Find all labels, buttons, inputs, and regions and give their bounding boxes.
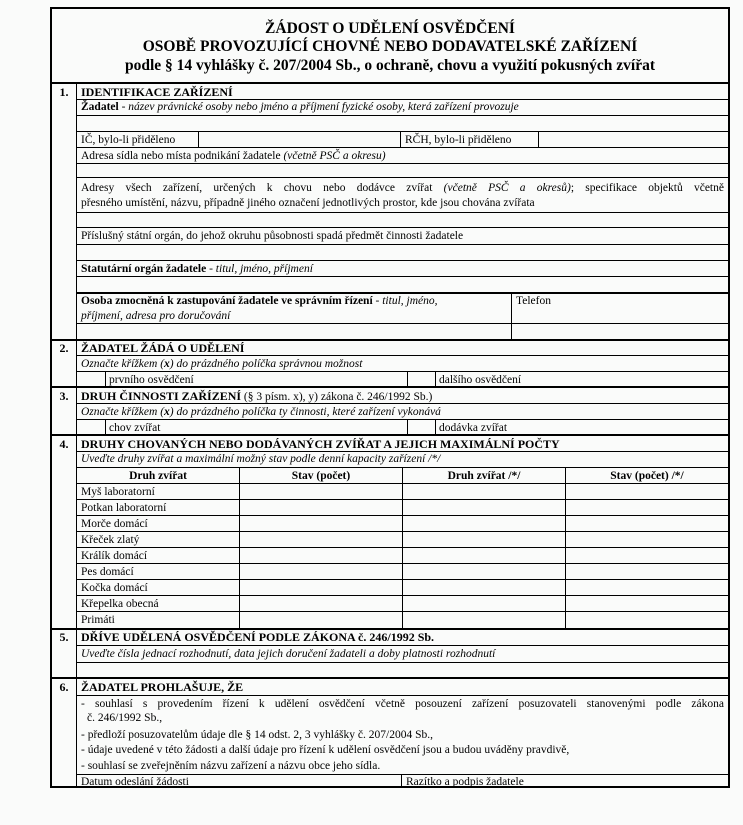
form-title: ŽÁDOST O UDĚLENÍ OSVĚDČENÍ <box>265 20 515 37</box>
application-form <box>50 7 730 788</box>
animal-type-cell: Křeček zlatý <box>81 534 140 546</box>
applicant-field[interactable] <box>76 116 728 131</box>
divider <box>52 386 728 388</box>
ic-field[interactable] <box>199 132 399 147</box>
animal-type-cell: Křepelka obecná <box>81 598 159 610</box>
section-6-number: 6. <box>59 680 69 694</box>
stamp-label: Razítko a podpis žadatele <box>406 776 524 788</box>
divider <box>76 177 728 178</box>
animal-table-input-cell[interactable] <box>403 564 565 579</box>
s2-instr-a: Označte křížkem ( <box>81 358 165 370</box>
divider <box>76 227 728 228</box>
section-4-number: 4. <box>59 437 69 451</box>
col-count: Stav (počet) <box>291 470 351 482</box>
col-animal-type-extra: Druh zvířat /*/ <box>447 470 521 482</box>
facilities-field[interactable] <box>76 213 728 227</box>
animal-table-input-cell[interactable] <box>403 484 565 499</box>
divider <box>76 371 728 372</box>
animal-table-input-cell[interactable] <box>403 548 565 563</box>
animal-table-input-cell[interactable] <box>566 580 728 595</box>
s2-instr-x: x <box>164 358 170 370</box>
animal-table-input-cell[interactable] <box>240 580 402 595</box>
address-hint: (včetně PSČ a okresu) <box>283 150 386 162</box>
divider <box>76 355 728 356</box>
divider <box>76 695 728 696</box>
declaration-1: - souhlasí s provedením řízení k udělení osvědčení včetně posouzení zařízení posuzovateli stanovenými podle zákona <box>81 698 724 710</box>
facilities-text-a: Adresy všech zařízení, určených k chovu nebo dodávce zvířat <box>81 182 444 194</box>
phone-label: Telefon <box>516 295 551 307</box>
divider <box>76 147 728 148</box>
section-5-title: DŘÍVE UDĚLENÁ OSVĚDČENÍ PODLE ZÁKONA č. 246/1992 Sb. <box>81 630 435 644</box>
animal-table-input-cell[interactable] <box>403 532 565 547</box>
animal-table-input-cell[interactable] <box>240 532 402 547</box>
breeding-label: chov zvířat <box>109 422 161 434</box>
s3-instr-a: Označte křížkem ( <box>81 406 165 418</box>
animal-table-input-cell[interactable] <box>566 564 728 579</box>
divider <box>76 403 728 404</box>
animal-table-input-cell[interactable] <box>240 484 402 499</box>
supply-label: dodávka zvířat <box>439 422 508 434</box>
animal-type-cell: Primáti <box>81 614 115 626</box>
animal-table-input-cell[interactable] <box>240 548 402 563</box>
divider <box>105 419 106 434</box>
statutory-field[interactable] <box>76 277 728 292</box>
animal-table-input-cell[interactable] <box>566 548 728 563</box>
animal-table-input-cell[interactable] <box>403 500 565 515</box>
section-2-number: 2. <box>59 341 69 355</box>
applicant-label-text: Žadatel <box>81 101 119 113</box>
facilities-label <box>81 181 724 210</box>
s3-law-ref: (§ 3 písm. x), y) zákona č. 246/1992 Sb.) <box>241 391 433 403</box>
rch-field[interactable] <box>539 132 728 147</box>
header-divider <box>52 82 728 84</box>
authority-field[interactable] <box>76 245 728 260</box>
animal-table-input-cell[interactable] <box>240 516 402 531</box>
section-2-instruction <box>81 357 362 371</box>
animal-type-cell: Králík domácí <box>81 550 148 562</box>
animal-table-input-cell[interactable] <box>240 612 402 627</box>
form-subtitle: OSOBĚ PROVOZUJÍCÍ CHOVNÉ NEBO DODAVATELSKÉ ZAŘÍZENÍ <box>142 38 638 55</box>
animal-table-input-cell[interactable] <box>566 612 728 627</box>
section-3-instruction <box>81 405 441 419</box>
animal-table-input-cell[interactable] <box>566 500 728 515</box>
s2-instr-b: ) do prázdného políčka správnou možnost <box>169 358 363 370</box>
section-6-title: ŽADATEL PROHLAŠUJE, ŽE <box>81 680 244 694</box>
animal-type-cell: Potkan laboratorní <box>81 502 167 514</box>
next-certificate-checkbox[interactable] <box>408 372 434 386</box>
applicant-hint: - název právnické osoby nebo jméno a příjmení fyzické osoby, která zařízení provozuje <box>118 101 519 113</box>
divider <box>52 434 728 436</box>
animal-table-input-cell[interactable] <box>566 532 728 547</box>
col-count-extra: Stav (počet) /*/ <box>610 470 684 482</box>
animal-type-cell: Kočka domácí <box>81 582 148 594</box>
s3-instr-x: x <box>164 406 170 418</box>
divider <box>435 371 436 386</box>
s3-title-text: DRUH ČINNOSTI ZAŘÍZENÍ <box>81 389 242 403</box>
proxy-label-text: Osoba zmocněná k zastupování žadatele ve správním řízení <box>81 295 373 307</box>
phone-field[interactable] <box>512 324 728 339</box>
animal-table-input-cell[interactable] <box>566 484 728 499</box>
divider <box>401 774 402 788</box>
previous-certificates-field[interactable] <box>76 663 728 677</box>
animal-table-input-cell[interactable] <box>403 580 565 595</box>
statutory-label <box>81 262 313 276</box>
facilities-text-b: ; specifikace objektů včetně <box>570 182 724 194</box>
section-3-title <box>81 389 432 404</box>
divider <box>435 419 436 434</box>
proxy-hint-2: příjmení, adresa pro doručování <box>81 309 231 322</box>
col-animal-type: Druh zvířat <box>129 470 187 482</box>
section-4-title: DRUHY CHOVANÝCH NEBO DODÁVANÝCH ZVÍŘAT A JEJICH MAXIMÁLNÍ POČTY <box>81 437 560 451</box>
ic-label: IČ, bylo-li přiděleno <box>81 134 176 146</box>
authority-label: Příslušný státní orgán, do jehož okruhu působnosti spadá předmět činnosti žadatele <box>81 230 464 242</box>
declaration-3: - údaje uvedené v této žádosti a další údaje pro řízení k udělení osvědčení jsou a budou uváděny pravdivě, <box>81 744 570 756</box>
section-4-instruction: Uveďte druhy zvířat a maximální možný stav podle denní kapacity zařízení /*/ <box>81 453 441 465</box>
section-3-number: 3. <box>59 389 69 403</box>
animal-table-input-cell[interactable] <box>566 596 728 611</box>
animal-table-input-cell[interactable] <box>240 500 402 515</box>
declaration-4: - souhlasí se zveřejněním názvu zařízení a názvu obce jeho sídla. <box>81 760 381 772</box>
address-label-text: Adresa sídla nebo místa podnikání žadatele <box>81 150 284 162</box>
first-certificate-label: prvního osvědčení <box>109 374 194 386</box>
proxy-label <box>81 294 438 323</box>
divider <box>76 645 728 646</box>
rch-label: RČH, bylo-li přiděleno <box>405 134 512 146</box>
section-1-number: 1. <box>59 85 69 99</box>
declaration-2: - předloží posuzovatelům údaje dle § 14 odst. 2, 3 vyhlášky č. 207/2004 Sb., <box>81 729 433 741</box>
facilities-text-c: přesného umístění, názvu, případně jiného označení jednotlivých prostor, kde jsou chována zvířata <box>81 196 535 209</box>
address-label <box>81 149 386 163</box>
divider <box>76 419 728 420</box>
date-label: Datum odeslání žádosti <box>81 776 189 788</box>
facilities-hint: (včetně PSČ a okresů) <box>443 182 571 194</box>
proxy-field[interactable] <box>76 324 511 339</box>
supply-checkbox[interactable] <box>408 420 434 434</box>
address-field[interactable] <box>76 164 728 177</box>
animal-table-input-cell[interactable] <box>403 516 565 531</box>
applicant-label <box>81 100 519 114</box>
section-2-title: ŽADATEL ŽÁDÁ O UDĚLENÍ <box>81 341 245 355</box>
next-certificate-label: dalšího osvědčení <box>439 374 522 386</box>
first-certificate-checkbox[interactable] <box>77 372 104 386</box>
divider <box>400 131 401 147</box>
statutory-hint: - titul, jméno, příjmení <box>206 263 313 275</box>
animal-table-input-cell[interactable] <box>566 516 728 531</box>
section-5-instruction: Uveďte čísla jednací rozhodnutí, data jejich doručení žadateli a doby platnosti rozhodnutí <box>81 648 496 660</box>
s3-instr-b: ) do prázdného políčka ty činnosti, které zařízení vykonává <box>169 406 441 418</box>
animal-table-input-cell[interactable] <box>240 596 402 611</box>
animal-type-cell: Morče domácí <box>81 518 148 530</box>
breeding-checkbox[interactable] <box>77 420 104 434</box>
animal-type-cell: Myš laboratorní <box>81 486 155 498</box>
statutory-label-text: Statutární orgán žadatele <box>81 263 207 275</box>
proxy-hint-1: - titul, jméno, <box>372 295 438 307</box>
divider <box>52 677 728 679</box>
form-legal-basis: podle § 14 vyhlášky č. 207/2004 Sb., o ochraně, chovu a využití pokusných zvířat <box>124 57 656 74</box>
divider <box>76 260 728 261</box>
animal-table-input-cell[interactable] <box>240 564 402 579</box>
section-1-title: IDENTIFIKACE ZAŘÍZENÍ <box>81 85 233 99</box>
animal-table-input-cell[interactable] <box>403 596 565 611</box>
divider <box>105 371 106 386</box>
animal-table-input-cell[interactable] <box>403 612 565 627</box>
animal-type-cell: Pes domácí <box>81 566 134 578</box>
section-5-number: 5. <box>59 630 69 644</box>
declaration-1-cont: č. 246/1992 Sb., <box>87 712 163 724</box>
